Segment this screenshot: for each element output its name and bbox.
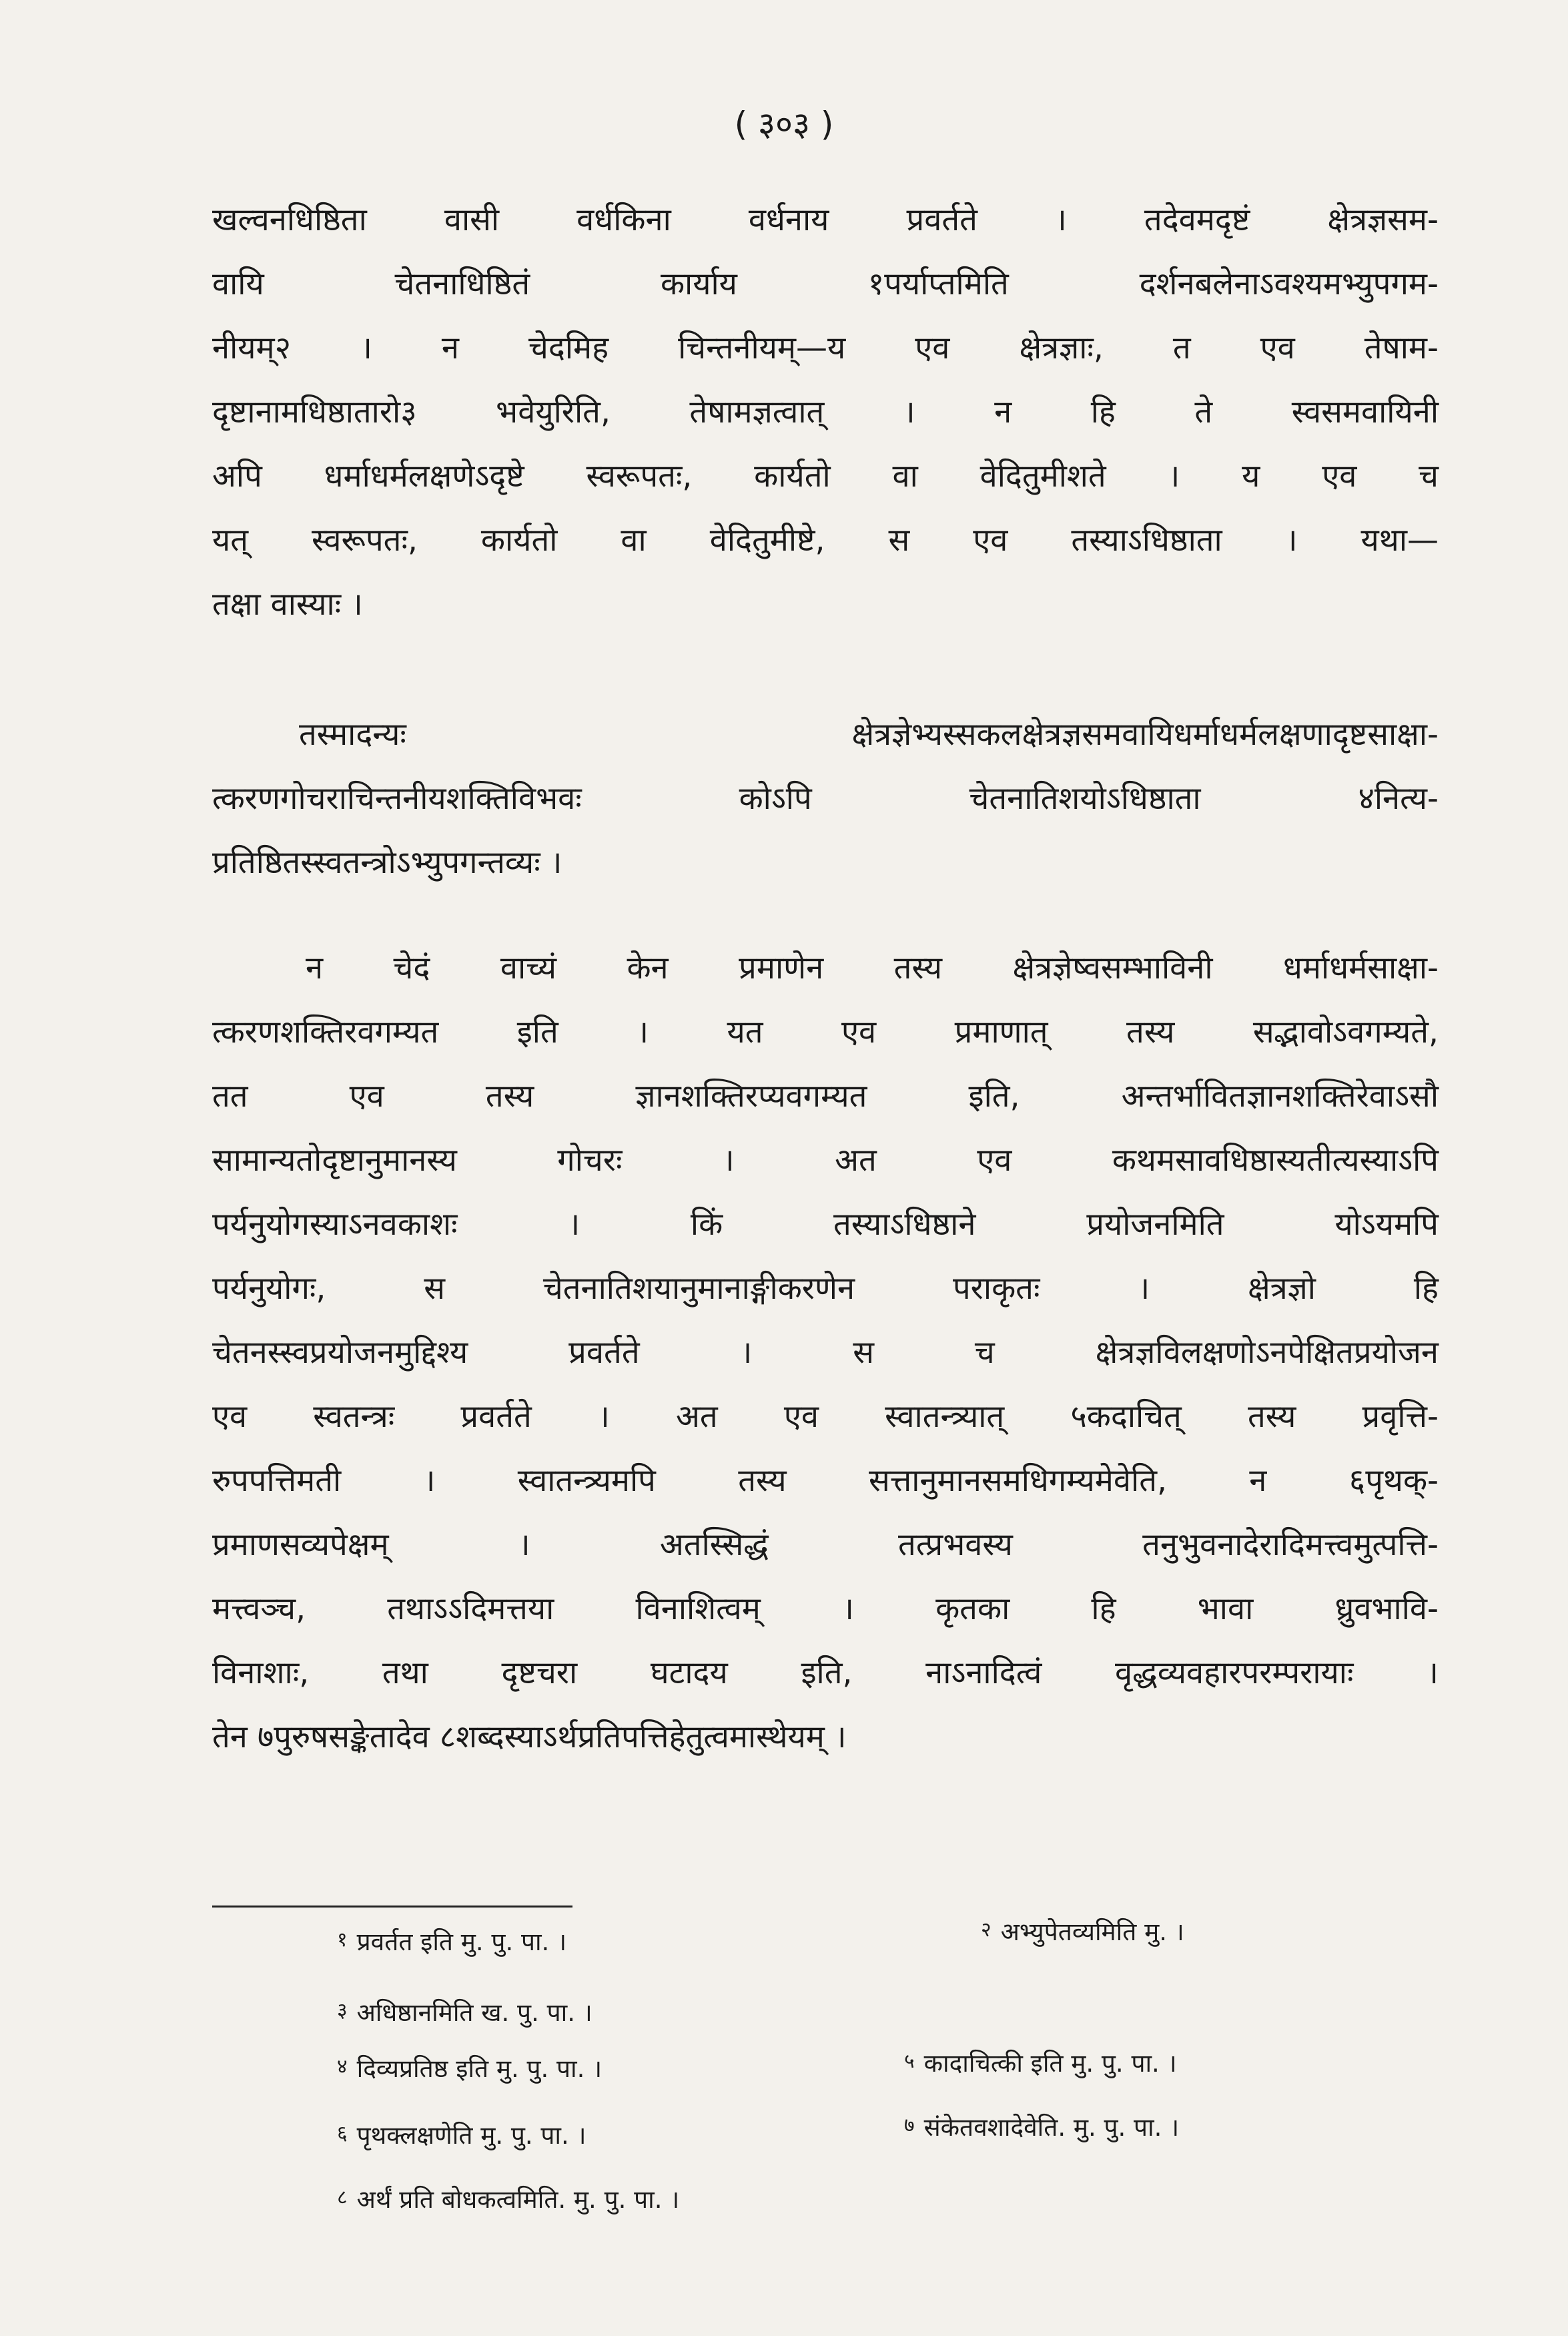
footnote-text: अधिष्ठानमिति ख. पु. पा. । [356,1998,593,2027]
footnote-6 [337,2117,586,2151]
footnote-text: अर्थं प्रति बोधकत्वमिति. मु. पु. पा. । [356,2185,680,2214]
text-line: दृष्टानामधिष्ठातारो३ भवेयुरिति, तेषामज्ञत्वात् । न हि ते स्वसमवायिनी [212,394,1439,430]
text-line: त्करणशक्तिरवगम्यत इति । यत एव प्रमाणात् तस्य सद्भावोऽवगम्यते, [212,1014,1439,1051]
text-line: विनाशाः, तथा दृष्टचरा घटादय इति, नाऽनादित्वं वृद्धव्यवहारपरम्परायाः । [212,1655,1439,1691]
text-line: तक्षा वास्याः । [212,586,363,623]
text-line: एव स्वतन्त्रः प्रवर्तते । अत एव स्वातन्त्र्यात् ५कदाचित् तस्य प्रवृत्ति- [212,1398,1439,1435]
text-line: पर्यनुयोगस्याऽनवकाशः । किं तस्याऽधिष्ठाने प्रयोजनमिति योऽयमपि [212,1206,1439,1243]
footnote-mark: ६ [337,2122,348,2145]
footnote-mark: ८ [337,2186,348,2209]
paragraph-1 [212,188,1439,637]
text-line: अपि धर्माधर्मलक्षणेऽदृष्टे स्वरूपतः, कार्यतो वा वेदितुमीशते । य एव च [212,458,1439,495]
footnote-mark: २ [981,1918,992,1942]
footnote-text: अभ्युपेतव्यमिति मु. । [1000,1918,1184,1946]
text-line: पर्यनुयोगः, स चेतनातिशयानुमानाङ्गीकरणेन पराकृतः । क्षेत्रज्ञो हि [212,1270,1439,1307]
text-line: मत्त्वञ्च, तथाऽऽदिमत्तया विनाशित्वम् । कृतका हि भावा ध्रुवभावि- [212,1590,1439,1627]
paragraph-2 [212,703,1439,895]
text-line: वायि चेतनाधिष्ठितं कार्याय १पर्याप्तमिति दर्शनबलेनाऽवश्यमभ्युपगम- [212,266,1439,302]
footnote-4 [337,2050,602,2084]
footnote-5 [904,2045,1177,2079]
footnote-2 [981,1914,1184,1948]
footnote-mark: ३ [337,1999,348,2022]
footnote-text: कादाचित्की इति मु. पु. पा. । [923,2049,1177,2078]
footnote-mark: ४ [337,2055,348,2078]
footnote-text: दिव्यप्रतिष्ठ इति मु. पु. पा. । [356,2054,603,2083]
text-line: चेतनस्स्वप्रयोजनमुद्दिश्य प्रवर्तते । स च क्षेत्रज्ञविलक्षणोऽनपेक्षितप्रयोजन [212,1334,1439,1371]
text-line: प्रमाणसव्यपेक्षम् । अतस्सिद्धं तत्प्रभवस्य तनुभुवनादेरादिमत्त्वमुत्पत्ति- [212,1526,1439,1563]
text-line: नीयम्२ । न चेदमिह चिन्तनीयम्—य एव क्षेत्रज्ञाः, त एव तेषाम- [212,330,1439,366]
text-line: तत एव तस्य ज्ञानशक्तिरप्यवगम्यत इति, अन्तर्भावितज्ञानशक्तिरेवाऽसौ [212,1078,1439,1115]
footnote-text: संकेतवशादेवेति. मु. पु. पा. । [923,2113,1180,2142]
page-number: ( ३०३ ) [734,105,834,143]
text-line: खल्वनधिष्ठिता वासी वर्धकिना वर्धनाय प्रवर्तते । तदेवमदृष्टं क्षेत्रज्ञसम- [212,202,1439,238]
footnote-mark: ५ [904,2050,915,2073]
paragraph-3 [212,936,1439,1769]
footnote-7 [904,2109,1179,2143]
text-line: रुपपत्तिमती । स्वातन्त्र्यमपि तस्य सत्तानुमानसमधिगम्यमेवेति, न ६पृथक्- [212,1462,1439,1499]
footnote-8 [337,2181,679,2215]
text-line: तस्मादन्यः क्षेत्रज्ञेभ्यस्सकलक्षेत्रज्ञसमवायिधर्माधर्मलक्षणादृष्टसाक्षा- [299,716,1439,753]
text-line: न चेदं वाच्यं केन प्रमाणेन तस्य क्षेत्रज्ञेष्वसम्भाविनी धर्माधर्मसाक्षा- [306,950,1439,986]
text-line: सामान्यतोदृष्टानुमानस्य गोचरः । अत एव कथमसावधिष्ठास्यतीत्यस्याऽपि [212,1142,1439,1179]
footnote-mark: ७ [904,2114,915,2137]
footnote-text: पृथक्लक्षणेति मु. पु. पा. । [356,2121,586,2150]
footnote-text: प्रवर्तत इति मु. पु. पा. । [356,1928,567,1956]
footnote-divider [212,1906,572,1908]
text-line: त्करणगोचराचिन्तनीयशक्तिविभवः कोऽपि चेतनातिशयोऽधिष्ठाता ४नित्य- [212,780,1439,817]
footnote-3 [337,1994,593,2028]
footnote-mark: १ [337,1928,348,1952]
text-line: तेन ७पुरुषसङ्केतादेव ८शब्दस्याऽर्थप्रतिपत्तिहेतुत्वमास्थेयम् । [212,1719,847,1755]
text-line: यत् स्वरूपतः, कार्यतो वा वेदितुमीष्टे, स एव तस्याऽधिष्ठाता । यथा— [212,522,1439,559]
text-line: प्रतिष्ठितस्स्वतन्त्रोऽभ्युपगन्तव्यः । [212,844,562,881]
footnote-1 [337,1924,566,1958]
